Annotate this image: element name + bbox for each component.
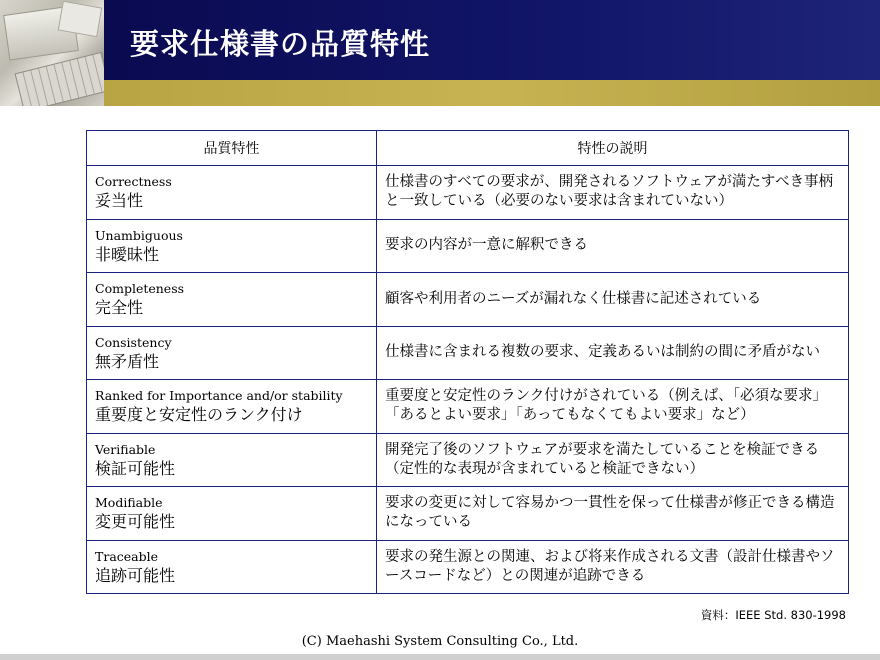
attribute-english: Ranked for Importance and/or stability — [95, 388, 343, 404]
header-description: 特性の説明 — [377, 131, 849, 166]
attribute-english: Modifiable — [95, 495, 163, 511]
slide-title: 要求仕様書の品質特性 — [130, 27, 431, 61]
copyright-footer: (C) Maehashi System Consulting Co., Ltd. — [301, 634, 579, 649]
attribute-japanese: 変更可能性 — [95, 512, 176, 532]
title-bar — [104, 0, 880, 80]
attribute-cell — [87, 273, 377, 327]
attribute-japanese: 追跡可能性 — [95, 565, 176, 585]
description-cell: 要求の発生源との関連、および将来作成される文書（設計仕様書やソースコードなど）との関連が追跡できる — [377, 540, 849, 594]
attribute-japanese: 妥当性 — [95, 191, 144, 211]
header-photo — [0, 0, 104, 106]
table-row — [87, 273, 849, 327]
attribute-cell — [87, 219, 377, 273]
attribute-cell — [87, 487, 377, 541]
description-cell: 顧客や利用者のニーズが漏れなく仕様書に記述されている — [377, 273, 849, 327]
attribute-japanese: 無矛盾性 — [95, 351, 160, 371]
description-cell: 重要度と安定性のランク付けがされている（例えば、「必須な要求」「あるとよい要求」「あってもなくてもよい要求」など） — [377, 380, 849, 434]
attribute-english: Traceable — [95, 548, 159, 564]
table-row — [87, 219, 849, 273]
accent-band — [104, 80, 880, 106]
source-note: 資料：IEEE Std. 830-1998 — [700, 608, 846, 622]
description-cell: 要求の変更に対して容易かつ一貫性を保って仕様書が修正できる構造になっている — [377, 487, 849, 541]
table-header-row — [87, 131, 849, 166]
table-row — [87, 166, 849, 220]
attribute-english: Completeness — [95, 281, 185, 297]
attribute-english: Unambiguous — [95, 227, 183, 243]
attribute-japanese: 非曖昧性 — [95, 244, 160, 264]
attribute-japanese: 検証可能性 — [95, 458, 176, 478]
bottom-bar — [0, 654, 880, 660]
quality-attributes-table — [86, 130, 849, 594]
description-cell: 仕様書のすべての要求が、開発されるソフトウェアが満たすべき事柄と一致している（必要のない要求は含まれていない） — [377, 166, 849, 220]
attribute-cell — [87, 166, 377, 220]
table-row — [87, 487, 849, 541]
table-row — [87, 326, 849, 380]
description-cell: 仕様書に含まれる複数の要求、定義あるいは制約の間に矛盾がない — [377, 326, 849, 380]
attribute-cell — [87, 433, 377, 487]
attribute-english: Verifiable — [95, 441, 156, 457]
attribute-japanese: 完全性 — [95, 298, 144, 318]
description-cell: 開発完了後のソフトウェアが要求を満たしていることを検証できる（定性的な表現が含まれていると検証できない） — [377, 433, 849, 487]
attribute-cell — [87, 326, 377, 380]
table-row — [87, 380, 849, 434]
attribute-cell — [87, 540, 377, 594]
attribute-japanese: 重要度と安定性のランク付け — [95, 405, 303, 425]
attribute-english: Consistency — [95, 334, 172, 350]
table-row — [87, 433, 849, 487]
table-row — [87, 540, 849, 594]
attribute-english: Correctness — [95, 174, 172, 190]
attribute-cell — [87, 380, 377, 434]
keyboard-shape — [14, 52, 104, 106]
description-cell: 要求の内容が一意に解釈できる — [377, 219, 849, 273]
header-attribute: 品質特性 — [87, 131, 377, 166]
